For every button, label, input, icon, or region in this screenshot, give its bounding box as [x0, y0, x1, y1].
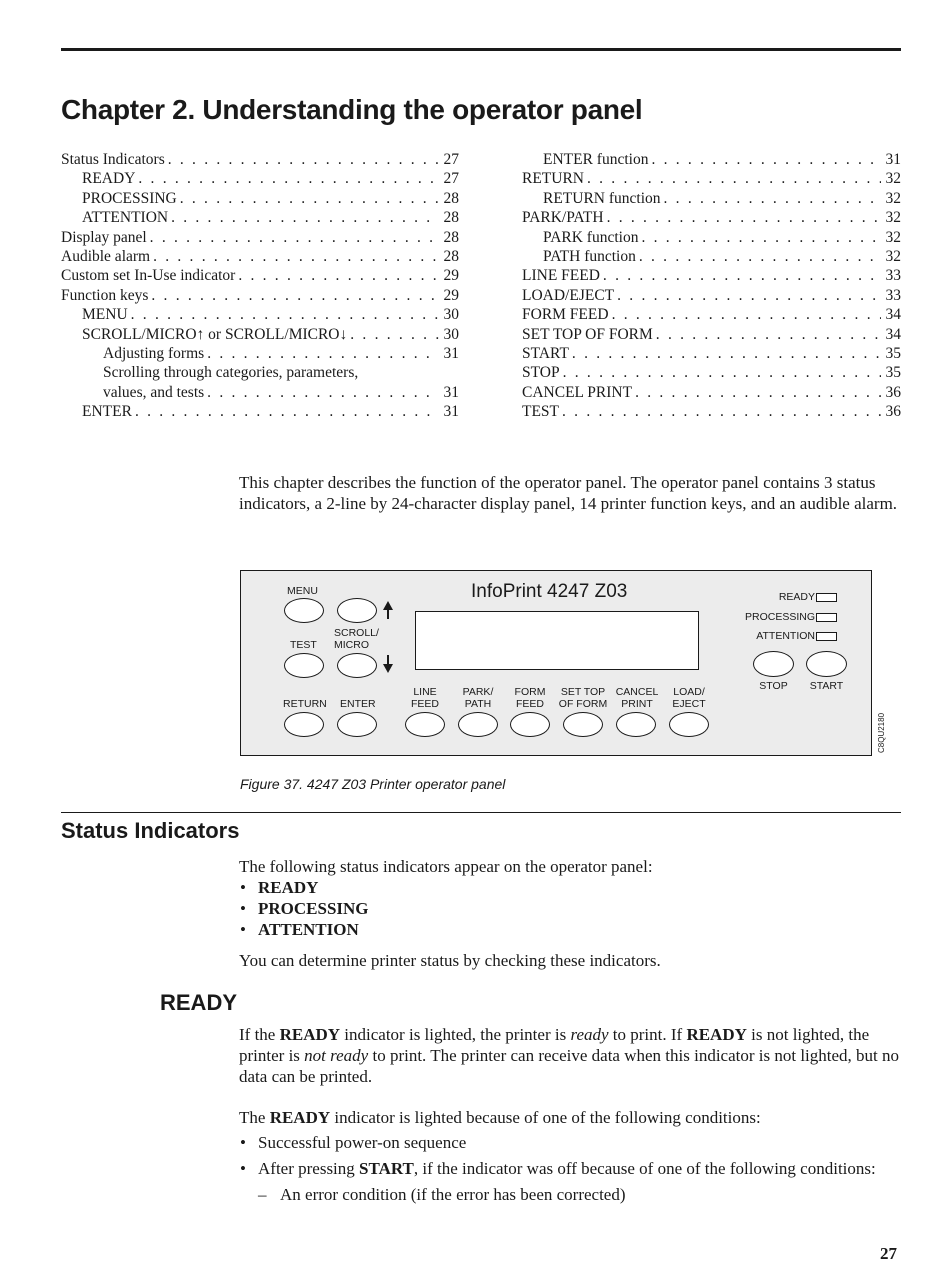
toc-entry: [61, 247, 459, 266]
toc-entry-label: PARK function: [543, 228, 639, 246]
ready-heading: READY: [160, 990, 238, 1015]
toc-leader-dots: [612, 305, 881, 324]
toc-leader-dots: [664, 189, 881, 208]
toc-leader-dots: [607, 208, 881, 227]
toc-entry: [522, 325, 901, 344]
toc-entry-page: 31: [885, 151, 901, 168]
cancel-print-key: [616, 712, 656, 737]
toc-entry-label: Function keys: [61, 286, 149, 304]
toc-entry-page: 35: [885, 344, 901, 362]
toc-entry: [61, 363, 459, 382]
toc-entry-label: Scrolling through categories, parameters,: [103, 364, 359, 382]
toc-entry: [61, 208, 459, 227]
toc-leader-dots: [656, 325, 881, 344]
toc-entry-page: 33: [885, 286, 901, 304]
toc-entry-page: 35: [885, 364, 901, 382]
toc-leader-dots: [180, 189, 439, 208]
toc-entry-label: Custom set In-Use indicator: [61, 267, 236, 285]
ready-paragraph-1: If the READY indicator is lighted, the printer is ready to print. If READY is not lighted, the printer is not ready to print. The printer can receive data when this indicator is not lighted, but no data can be printed.: [239, 1025, 900, 1086]
ready-indicator-label: READY: [778, 591, 815, 603]
chapter-title: Chapter 2. Understanding the operator panel: [61, 94, 643, 125]
return-key-label: RETURN: [283, 698, 327, 710]
toc-leader-dots: [151, 286, 439, 305]
list-item: • READY: [239, 877, 899, 898]
display-panel: [415, 611, 699, 670]
toc-leader-dots: [207, 344, 439, 363]
arrow-up-icon: [382, 601, 394, 619]
toc-entry-label: READY: [82, 170, 136, 188]
toc-entry: [61, 325, 459, 344]
toc-entry-label: RETURN: [522, 170, 584, 188]
figure-caption: Figure 37. 4247 Z03 Printer operator panel: [240, 776, 506, 792]
toc-leader-dots: [603, 266, 881, 285]
toc-leader-dots: [153, 247, 439, 266]
toc-entry-page: 31: [443, 403, 459, 421]
toc-entry-label: CANCEL PRINT: [522, 383, 633, 401]
toc-entry: [61, 383, 459, 402]
toc-entry-page: 32: [885, 170, 901, 188]
toc-entry-page: 28: [443, 228, 459, 246]
toc-entry-page: 31: [443, 383, 459, 401]
menu-key: [284, 598, 324, 623]
toc-entry-page: 28: [443, 189, 459, 207]
toc-entry-label: STOP: [522, 364, 560, 382]
toc-leader-dots: [641, 228, 881, 247]
operator-panel-figure: [240, 570, 886, 756]
ready-paragraph-2: The READY indicator is lighted because of one of the following conditions:: [239, 1108, 761, 1127]
toc-entry: [61, 189, 459, 208]
intro-paragraph: This chapter describes the function of the operator panel. The operator panel contains 3 status indicators, a 2-line by 24-character display panel, 14 printer function keys, and an audible alarm.: [239, 473, 898, 513]
toc-leader-dots: [617, 286, 881, 305]
toc-entry-label: Display panel: [61, 228, 147, 246]
toc-entry-page: 28: [443, 247, 459, 265]
toc-leader-dots: [131, 305, 439, 324]
start-key-label: START: [809, 680, 844, 692]
line-feed-label: LINE FEED: [410, 686, 439, 710]
toc-entry-label: FORM FEED: [522, 306, 609, 324]
toc-entry-label: PROCESSING: [82, 189, 177, 207]
return-key: [284, 712, 324, 737]
toc-entry: [61, 286, 459, 305]
status-list: [239, 877, 899, 940]
toc-entry-label: SET TOP OF FORM: [522, 325, 653, 343]
toc-entry-label: MENU: [82, 306, 128, 324]
toc-leader-dots: [572, 344, 881, 363]
toc-entry: [522, 189, 901, 208]
toc-entry: [522, 383, 901, 402]
toc-left-column: [61, 150, 459, 421]
toc-right-column: [522, 150, 901, 421]
set-top-of-form-label: SET TOP OF FORM: [558, 686, 608, 710]
enter-key: [337, 712, 377, 737]
toc-entry-label: Status Indicators: [61, 151, 165, 168]
toc-entry-page: 28: [443, 209, 459, 227]
toc-entry-page: 36: [885, 403, 901, 421]
toc-leader-dots: [207, 383, 439, 402]
toc-leader-dots: [587, 169, 881, 188]
figure-code: C8QU2180: [877, 712, 886, 753]
toc-entry-page: 36: [885, 383, 901, 401]
toc-entry: [522, 208, 901, 227]
ready-indicator: [816, 593, 837, 602]
processing-indicator-label: PROCESSING: [744, 611, 815, 623]
toc-leader-dots: [238, 266, 439, 285]
toc-entry: [61, 169, 459, 188]
toc-leader-dots: [651, 150, 881, 169]
toc-entry: [522, 150, 901, 169]
toc-entry-page: 32: [885, 228, 901, 246]
toc-entry: [522, 402, 901, 421]
start-key: [806, 651, 847, 677]
arrow-down-icon: [382, 655, 394, 673]
toc-entry-page: 30: [443, 306, 459, 324]
toc-leader-dots: [563, 363, 881, 382]
toc-entry-label: PARK/PATH: [522, 209, 604, 227]
toc-entry-page: 30: [443, 325, 459, 343]
top-rule: [61, 48, 901, 51]
toc-leader-dots: [168, 150, 439, 169]
scroll-up-key: [337, 598, 377, 623]
test-key-label: TEST: [290, 639, 317, 651]
processing-indicator: [816, 613, 837, 622]
list-item: • PROCESSING: [239, 898, 899, 919]
line-feed-key: [405, 712, 445, 737]
toc-entry-label: RETURN function: [543, 189, 661, 207]
toc-entry-label: ENTER: [82, 403, 132, 421]
cancel-print-label: CANCEL PRINT: [615, 686, 659, 710]
toc-entry: [522, 286, 901, 305]
toc-entry-page: 29: [443, 267, 459, 285]
panel-title: InfoPrint 4247 Z03: [471, 581, 628, 602]
status-intro: The following status indicators appear on the operator panel:: [239, 857, 653, 876]
toc-entry: [61, 402, 459, 421]
toc-entry-label: Adjusting forms: [103, 344, 205, 362]
ready-subconditions-list: [239, 1184, 899, 1205]
park-path-key: [458, 712, 498, 737]
toc-leader-dots: [138, 169, 439, 188]
stop-key: [753, 651, 794, 677]
toc-entry-page: 32: [885, 189, 901, 207]
toc-leader-dots: [639, 247, 881, 266]
toc-entry-page: 34: [885, 306, 901, 324]
ready-section-body: [239, 1024, 899, 1205]
toc-entry-label: ATTENTION: [82, 209, 169, 227]
form-feed-label: FORM FEED: [514, 686, 546, 710]
toc-entry-page: 33: [885, 267, 901, 285]
toc-entry: [522, 247, 901, 266]
toc-leader-dots: [562, 402, 881, 421]
toc-leader-dots: [635, 383, 881, 402]
toc-leader-dots: [150, 228, 439, 247]
toc-entry: [522, 363, 901, 382]
toc-entry-page: 32: [885, 209, 901, 227]
form-feed-key: [510, 712, 550, 737]
toc-entry: [522, 305, 901, 324]
park-path-label: PARK/ PATH: [462, 686, 494, 710]
toc-entry-label: TEST: [522, 403, 560, 421]
toc-entry-label: START: [522, 344, 569, 362]
attention-indicator-label: ATTENTION: [756, 630, 815, 642]
toc-entry: [61, 344, 459, 363]
toc-entry-label: Audible alarm: [61, 247, 151, 265]
list-item: – An error condition (if the error has been corrected): [258, 1184, 899, 1205]
status-section-body: [239, 856, 899, 971]
page-number: 27: [880, 1244, 897, 1263]
test-key: [284, 653, 324, 678]
section-rule: [61, 812, 901, 813]
toc-entry-page: 31: [443, 344, 459, 362]
load-eject-label: LOAD/ EJECT: [672, 686, 706, 710]
list-item: • After pressing START, if the indicator was off because of one of the following conditions:: [239, 1158, 899, 1179]
toc-entry: [61, 228, 459, 247]
ready-conditions-list: [239, 1132, 899, 1179]
stop-key-label: STOP: [759, 680, 788, 692]
toc-entry-page: 32: [885, 247, 901, 265]
toc-entry-label: ENTER function: [543, 151, 649, 168]
menu-key-label: MENU: [287, 585, 318, 597]
toc-entry-label: SCROLL/MICRO↑ or SCROLL/MICRO↓: [82, 325, 348, 343]
list-item: • Successful power-on sequence: [239, 1132, 899, 1153]
toc-entry: [522, 266, 901, 285]
toc-entry: [522, 228, 901, 247]
toc-leader-dots: [350, 325, 439, 344]
toc-entry-page: 27: [443, 170, 459, 188]
set-top-of-form-key: [563, 712, 603, 737]
toc-entry-page: 29: [443, 286, 459, 304]
toc-leader-dots: [171, 208, 439, 227]
status-indicators-heading: Status Indicators: [61, 818, 240, 843]
scroll-micro-label: SCROLL/ MICRO: [334, 627, 379, 651]
toc-entry: [61, 150, 459, 169]
load-eject-key: [669, 712, 709, 737]
toc-entry-label: LOAD/EJECT: [522, 286, 615, 304]
attention-indicator: [816, 632, 837, 641]
toc-entry-label: values, and tests: [103, 383, 205, 401]
toc-entry-page: 27: [443, 151, 459, 168]
toc-leader-dots: [135, 402, 439, 421]
toc-entry-page: 34: [885, 325, 901, 343]
enter-key-label: ENTER: [340, 698, 376, 710]
toc-entry: [522, 169, 901, 188]
list-item: • ATTENTION: [239, 919, 899, 940]
toc-entry: [61, 266, 459, 285]
scroll-down-key: [337, 653, 377, 678]
toc-entry-label: PATH function: [543, 247, 636, 265]
toc-entry: [522, 344, 901, 363]
toc-entry-label: LINE FEED: [522, 267, 600, 285]
toc-entry: [61, 305, 459, 324]
status-outro: You can determine printer status by checking these indicators.: [239, 951, 661, 970]
